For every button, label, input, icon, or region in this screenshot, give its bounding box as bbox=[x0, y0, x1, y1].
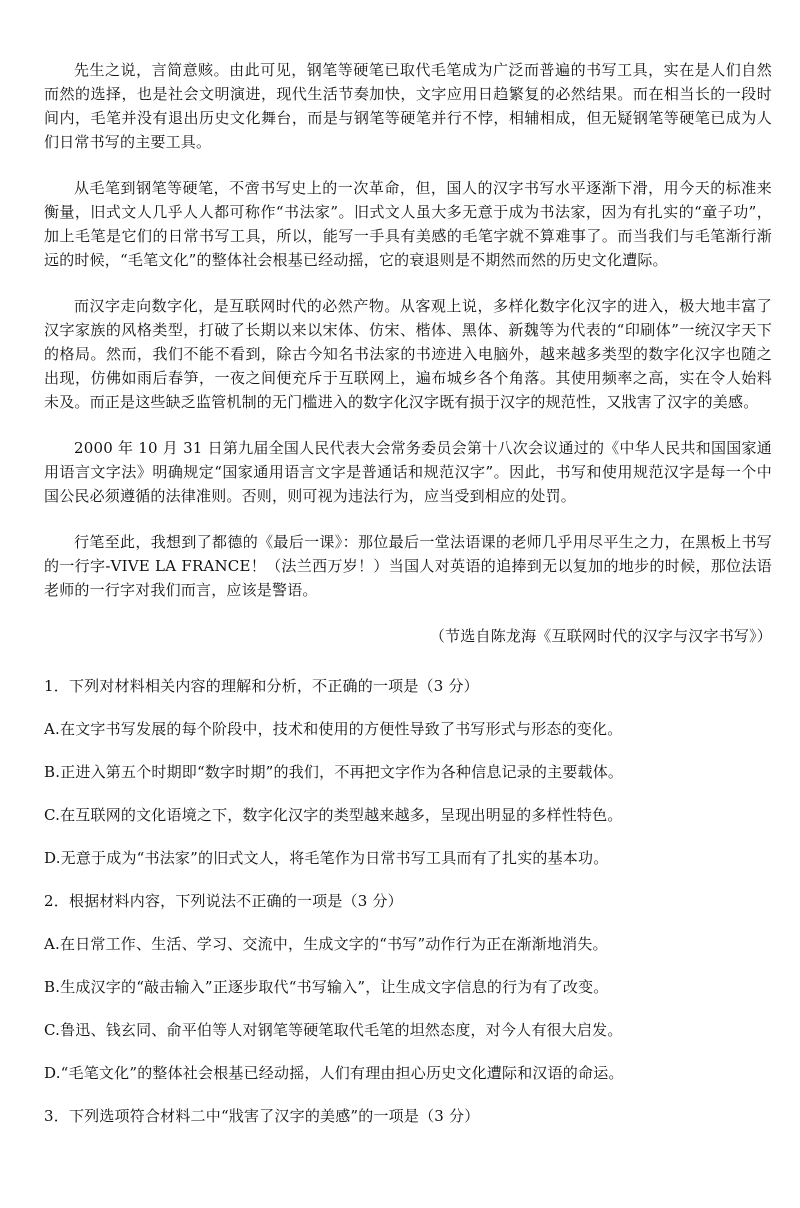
passage-paragraph-1: 先生之说，言简意赅。由此可见，钢笔等硬笔已取代毛笔成为广泛而普遍的书写工具，实在是人们自然而然的选择，也是社会文明演进，现代生活节奏加快，文字应用日趋繁复的必然结果。而在相当长的一段时间内，毛笔并没有退出历史文化舞台，而是与钢笔等硬笔并行不悖，相辅相成，但无疑钢笔等硬笔已成为人们日常书写的主要工具。 bbox=[44, 61, 772, 151]
question-1-option-d: D.无意于成为“书法家”的旧式文人，将毛笔作为日常书写工具而有了扎实的基本功。 bbox=[44, 849, 609, 867]
question-3-stem: 3．下列选项符合材料二中“戕害了汉字的美感”的一项是（3 分） bbox=[44, 1107, 480, 1125]
passage-paragraph-5: 行笔至此，我想到了都德的《最后一课》：那位最后一堂法语课的老师几乎用尽平生之力，在黑板上书写的一行字-VIVE LA FRANCE！（法兰西万岁！）当国人对英语的追捧到无以复加的地步的时候，那位法语老师的一行字对我们而言，应该是警语。 bbox=[44, 533, 772, 599]
question-2-option-c: C.鲁迅、钱玄同、俞平伯等人对钢笔等硬笔取代毛笔的坦然态度，对今人有很大启发。 bbox=[44, 1021, 623, 1039]
question-1-option-b: B.正进入第五个时期即“数字时期”的我们，不再把文字作为各种信息记录的主要载体。 bbox=[44, 763, 624, 781]
document-page bbox=[44, 58, 772, 1147]
question-1-option-a: A.在文字书写发展的每个阶段中，技术和使用的方便性导致了书写形式与形态的变化。 bbox=[44, 720, 623, 738]
question-1-stem: 1．下列对材料相关内容的理解和分析，不正确的一项是（3 分） bbox=[44, 677, 479, 695]
question-1-option-c: C.在互联网的文化语境之下，数字化汉字的类型越来越多，呈现出明显的多样性特色。 bbox=[44, 806, 623, 824]
question-2-option-a: A.在日常工作、生活、学习、交流中，生成文字的“书写”动作行为正在渐渐地消失。 bbox=[44, 935, 608, 953]
passage-source: （节选自陈龙海《互联网时代的汉字与汉字书写》） bbox=[429, 627, 772, 645]
question-2-option-b: B.生成汉字的“敲击输入”正逐步取代“书写输入”，让生成文字信息的行为有了改变。 bbox=[44, 978, 609, 996]
question-2-option-d: D.“毛笔文化”的整体社会根基已经动摇，人们有理由担心历史文化遭际和汉语的命运。 bbox=[44, 1064, 624, 1082]
passage-paragraph-4: 2000 年 10 月 31 日第九届全国人民代表大会常务委员会第十八次会议通过的《中华人民共和国国家通用语言文字法》明确规定“国家通用语言文字是普通话和规范汉字”。因此，书写和使用规范汉字是每一个中国公民必须遵循的法律准则。否则，则可视为违法行为，应当受到相应的处罚。 bbox=[44, 439, 772, 505]
question-2-stem: 2．根据材料内容，下列说法不正确的一项是（3 分） bbox=[44, 892, 403, 910]
passage-paragraph-3: 而汉字走向数字化，是互联网时代的必然产物。从客观上说，多样化数字化汉字的进入，极大地丰富了汉字家族的风格类型，打破了长期以来以宋体、仿宋、楷体、黑体、新魏等为代表的“印刷体”一统汉字天下的格局。然而，我们不能不看到，除古今知名书法家的书迹进入电脑外，越来越多类型的数字化汉字也随之出现，仿佛如雨后春笋，一夜之间便充斥于互联网上，遍布城乡各个角落。其使用频率之高，实在令人始料未及。而正是这些缺乏监管机制的无门槛进入的数字化汉字既有损于汉字的规范性，又戕害了汉字的美感。 bbox=[44, 297, 772, 411]
passage-paragraph-2: 从毛笔到钢笔等硬笔，不啻书写史上的一次革命，但，国人的汉字书写水平逐渐下滑，用今天的标准来衡量，旧式文人几乎人人都可称作“书法家”。旧式文人虽大多无意于成为书法家，因为有扎实的“童子功”，加上毛笔是它们的日常书写工具，所以，能写一手具有美感的毛笔字就不算难事了。而当我们与毛笔渐行渐远的时候，“毛笔文化”的整体社会根基已经动摇，它的衰退则是不期然而然的历史文化遭际。 bbox=[44, 179, 772, 269]
